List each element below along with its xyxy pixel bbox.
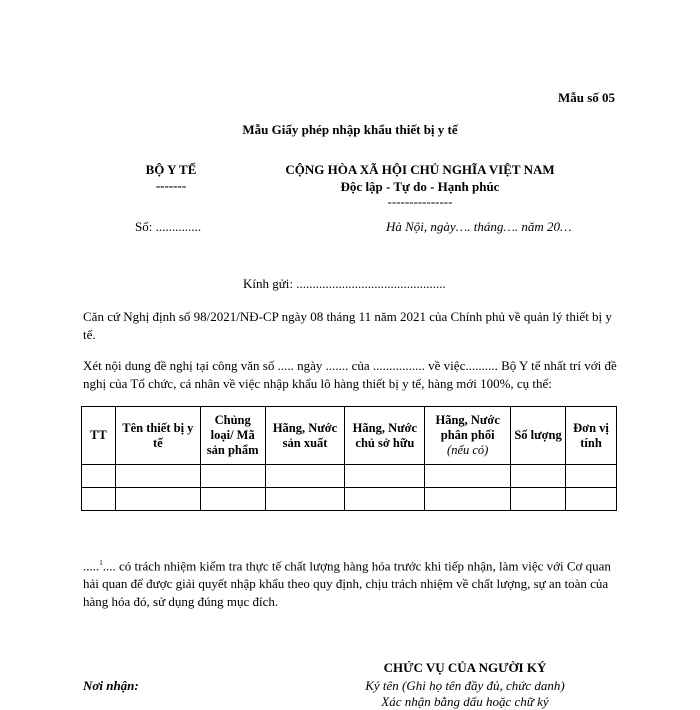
- table-cell: [265, 465, 345, 488]
- header-distributor: [425, 407, 511, 465]
- approval-paragraph: Xét nội dung đề nghị tại công văn số ..... ngày ....... của ................ về việc.......... Bộ Y tế nhất trí với đề nghị của Tổ chức, cá nhân về việc nhập khẩu lô hàng thiết bị y tế, hàng mới 100%, cụ thể:: [83, 358, 617, 391]
- table-cell: [425, 465, 511, 488]
- table-cell: [265, 488, 345, 511]
- table-cell: [82, 465, 116, 488]
- table-header-row: [82, 407, 617, 465]
- agency-divider: -------: [155, 178, 187, 193]
- table-row: [82, 465, 617, 488]
- table-cell: [115, 465, 200, 488]
- nation-divider: ---------------: [387, 194, 453, 209]
- responsibility-paragraph: [83, 554, 618, 611]
- signer-title: CHỨC VỤ CỦA NGƯỜI KÝ: [383, 660, 547, 675]
- table-cell: [425, 488, 511, 511]
- table-row: [82, 488, 617, 511]
- table-cell: [115, 488, 200, 511]
- table-cell: [511, 465, 566, 488]
- recipients-label: Nơi nhận:: [83, 678, 139, 693]
- table-cell: [345, 465, 425, 488]
- signer-instruction-2: Xác nhận bằng dấu hoặc chữ ký: [381, 694, 549, 709]
- header-tt: TT: [82, 407, 116, 465]
- header-unit: Đơn vị tính: [566, 407, 617, 465]
- table-cell: [82, 488, 116, 511]
- document-number: Số: ..............: [135, 219, 202, 234]
- table-cell: [345, 488, 425, 511]
- header-type-code: Chủng loại/ Mã sản phẩm: [200, 407, 265, 465]
- table-cell: [566, 488, 617, 511]
- header-distributor-note: (nếu có): [447, 443, 489, 457]
- document-title: Mẫu Giấy phép nhập khẩu thiết bị y tế: [242, 122, 458, 137]
- footnote-mark: 1: [99, 559, 103, 567]
- table-cell: [566, 465, 617, 488]
- responsibility-text: .... có trách nhiệm kiểm tra thực tế chất lượng hàng hóa trước khi tiếp nhận, làm việc với Cơ quan hải quan để được giải quyết nhập khẩu theo quy định, chịu trách nhiệm về chất lượng, sự an toàn của hàng hóa đó, sử dụng đúng mục đích.: [83, 558, 611, 610]
- agency-name: BỘ Y TẾ: [145, 162, 197, 177]
- signer-instruction: Ký tên (Ghi họ tên đầy đủ, chức danh): [365, 678, 565, 693]
- table-cell: [200, 488, 265, 511]
- issue-date: Hà Nội, ngày…. tháng…. năm 20…: [386, 219, 572, 234]
- table-cell: [200, 465, 265, 488]
- header-device-name: Tên thiết bị y tế: [115, 407, 200, 465]
- nation-motto: Độc lập - Tự do - Hạnh phúc: [340, 179, 500, 194]
- table-cell: [511, 488, 566, 511]
- header-owner: Hãng, Nước chủ sở hữu: [345, 407, 425, 465]
- goods-table: [81, 406, 617, 511]
- recipient-line: Kính gửi: ..............................................: [243, 276, 446, 291]
- nation-name: CỘNG HÒA XÃ HỘI CHỦ NGHĨA VIỆT NAM: [285, 162, 555, 177]
- form-number: Mẫu số 05: [558, 90, 616, 105]
- header-distributor-label: Hãng, Nước phân phối: [435, 413, 500, 442]
- header-quantity: Số lượng: [511, 407, 566, 465]
- responsibility-lead: .....: [83, 558, 100, 574]
- header-manufacturer: Hãng, Nước sản xuất: [265, 407, 345, 465]
- legal-basis-paragraph: Căn cứ Nghị định số 98/2021/NĐ-CP ngày 08 tháng 11 năm 2021 của Chính phủ về quản lý thiết bị y tế.: [83, 309, 612, 342]
